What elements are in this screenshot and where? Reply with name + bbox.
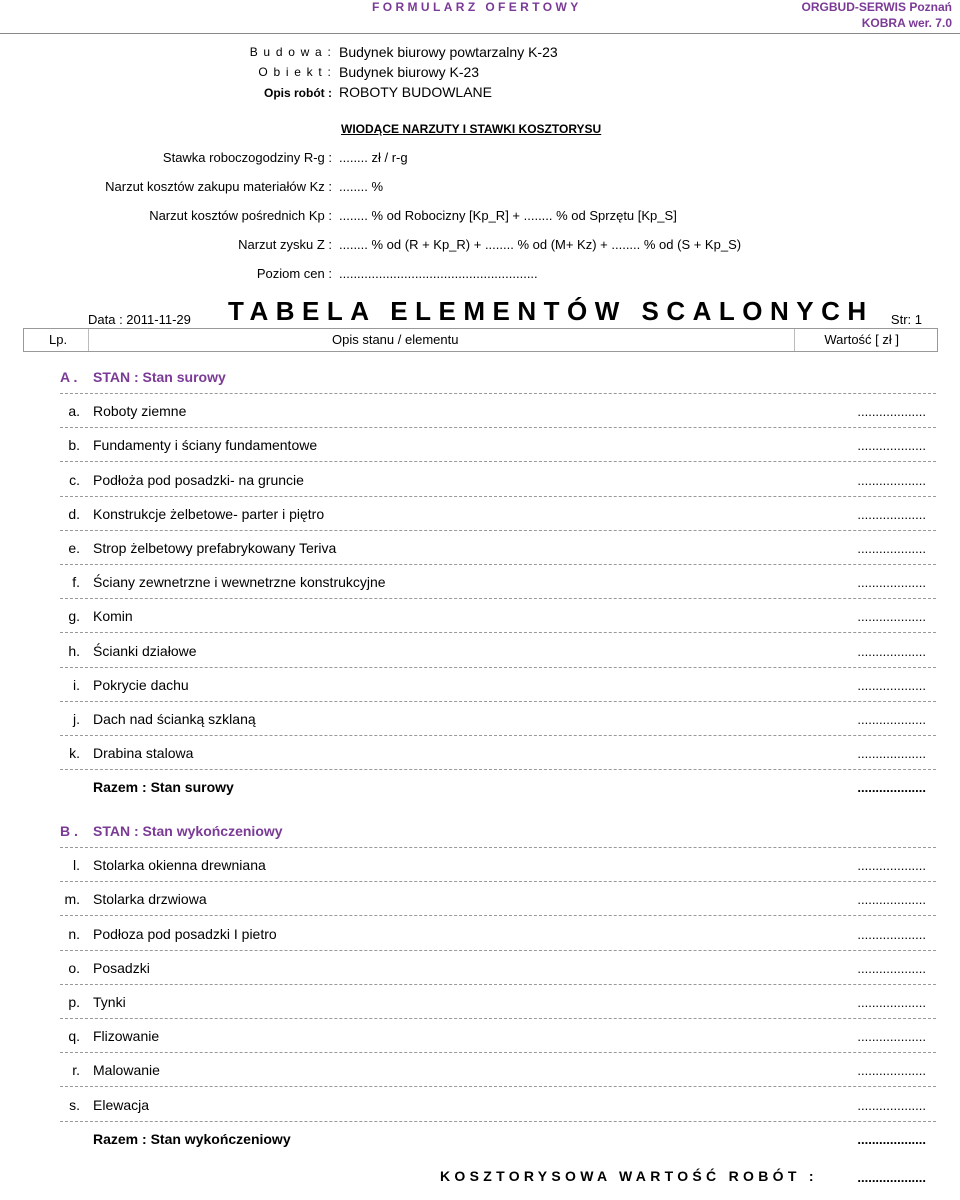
opis-label: Opis robót :	[264, 86, 332, 100]
table-date: Data : 2011-11-29	[88, 312, 191, 327]
row-divider	[60, 769, 936, 770]
row-value: ...................	[857, 746, 926, 762]
row-name: Pokrycie dachu	[93, 676, 189, 693]
row-value: ...................	[857, 438, 926, 454]
form-title: FORMULARZ OFERTOWY	[372, 0, 582, 14]
row-name: Podłoża pod posadzki- na gruncie	[93, 471, 304, 488]
grand-total-value: ...................	[857, 1170, 926, 1185]
company-name: ORGBUD-SERWIS Poznań	[801, 0, 952, 14]
group-total-value: ...................	[857, 780, 926, 796]
group-title: STAN : Stan wykończeniowy	[93, 823, 283, 839]
obiekt-value: Budynek biurowy K-23	[339, 64, 480, 80]
row-lp: e.	[68, 540, 80, 556]
row-name: Dach nad ścianką szklaną	[93, 711, 256, 727]
group-total-label: Razem : Stan surowy	[93, 779, 234, 796]
row-lp: r.	[72, 1062, 80, 1079]
row-divider	[60, 735, 936, 736]
kz-label: Narzut kosztów zakupu materiałów Kz :	[105, 179, 332, 194]
row-name: Tynki	[93, 994, 126, 1010]
row-value: ...................	[857, 472, 926, 488]
row-divider	[60, 881, 936, 882]
row-value: ...................	[857, 1097, 926, 1113]
row-name: Komin	[93, 608, 133, 625]
row-name: Malowanie	[93, 1062, 160, 1079]
rates-section-header: WIODĄCE NARZUTY I STAWKI KOSZTORYSU	[341, 122, 602, 136]
column-description: Opis stanu / elementu	[332, 332, 459, 347]
row-name: Konstrukcje żelbetowe- parter i piętro	[93, 505, 325, 522]
row-name: Strop żelbetowy prefabrykowany Teriva	[93, 540, 337, 556]
row-divider	[60, 1121, 936, 1122]
obiekt-label: O b i e k t :	[258, 65, 332, 79]
row-divider	[60, 564, 936, 565]
header-divider	[0, 33, 960, 34]
table-title: TABELA ELEMENTÓW SCALONYCH	[228, 296, 874, 326]
row-lp: k.	[69, 745, 80, 762]
kz-value: ........ %	[339, 179, 384, 194]
row-value: ...................	[857, 404, 926, 420]
row-divider	[60, 598, 936, 599]
row-name: Stolarka drzwiowa	[93, 891, 207, 908]
row-value: ...................	[857, 960, 926, 976]
column-lp: Lp.	[49, 332, 68, 347]
row-lp: d.	[68, 505, 80, 522]
row-value: ...................	[857, 995, 926, 1010]
row-value: ...................	[857, 541, 926, 556]
row-divider	[60, 1018, 936, 1019]
row-value: ...................	[857, 506, 926, 522]
row-name: Stolarka okienna drewniana	[93, 857, 266, 874]
row-divider	[60, 950, 936, 951]
row-lp: g.	[68, 608, 80, 625]
row-lp: m.	[64, 891, 80, 908]
group-total-label: Razem : Stan wykończeniowy	[93, 1130, 291, 1147]
row-lp: i.	[73, 676, 80, 693]
poziom-value: .......................................................	[339, 266, 538, 281]
row-lp: j.	[73, 711, 80, 727]
rg-value: ........ zł / r-g	[339, 150, 408, 165]
row-lp: c.	[69, 471, 80, 488]
row-value: ...................	[857, 712, 926, 727]
row-lp: f.	[72, 574, 80, 591]
table-column-header	[23, 328, 938, 352]
row-name: Posadzki	[93, 959, 150, 976]
row-divider	[60, 1086, 936, 1087]
z-label: Narzut zysku Z :	[238, 237, 332, 252]
row-divider	[60, 461, 936, 462]
group-total-value: ...................	[857, 1131, 926, 1147]
row-divider	[60, 393, 936, 394]
row-value: ...................	[857, 926, 926, 942]
row-name: Fundamenty i ściany fundamentowe	[93, 437, 318, 454]
row-name: Drabina stalowa	[93, 745, 194, 762]
row-lp: q.	[68, 1028, 80, 1045]
row-lp: n.	[68, 925, 80, 942]
group-letter: B .	[60, 823, 78, 839]
row-value: ...................	[857, 1029, 926, 1045]
software-version: KOBRA wer. 7.0	[861, 16, 952, 30]
row-divider	[60, 667, 936, 668]
row-value: ...................	[857, 575, 926, 591]
row-name: Ściany zewnetrzne i wewnetrzne konstrukcyjne	[93, 574, 386, 591]
row-divider	[60, 530, 936, 531]
row-lp: p.	[68, 994, 80, 1010]
row-lp: l.	[73, 857, 80, 874]
budowa-value: Budynek biurowy powtarzalny K-23	[339, 44, 558, 60]
kp-label: Narzut kosztów pośrednich Kp :	[149, 208, 332, 223]
column-divider	[88, 329, 89, 351]
row-name: Podłoza pod posadzki I pietro	[93, 925, 277, 942]
poziom-label: Poziom cen :	[256, 266, 332, 281]
row-value: ...................	[857, 1063, 926, 1079]
kp-value: ........ % od Robocizny [Kp_R] + ........ % od Sprzętu [Kp_S]	[339, 208, 677, 223]
opis-value: ROBOTY BUDOWLANE	[339, 84, 492, 100]
row-lp: a.	[68, 403, 80, 420]
row-name: Elewacja	[93, 1096, 150, 1113]
row-lp: o.	[68, 959, 80, 976]
row-value: ...................	[857, 892, 926, 908]
group-title: STAN : Stan surowy	[93, 369, 226, 385]
row-name: Ścianki działowe	[93, 642, 197, 659]
column-divider	[794, 329, 795, 351]
column-value: Wartość [ zł ]	[824, 332, 899, 347]
row-value: ...................	[857, 858, 926, 874]
row-divider	[60, 496, 936, 497]
row-divider	[60, 427, 936, 428]
row-divider	[60, 701, 936, 702]
row-divider	[60, 847, 936, 848]
z-value: ........ % od (R + Kp_R) + ........ % od (M+ Kz) + ........ % od (S + Kp_S)	[339, 237, 742, 252]
row-divider	[60, 915, 936, 916]
page-number: Str: 1	[890, 312, 922, 327]
row-lp: b.	[68, 437, 80, 454]
row-lp: s.	[69, 1096, 80, 1113]
row-name: Roboty ziemne	[93, 403, 187, 420]
row-value: ...................	[857, 677, 926, 693]
budowa-label: B u d o w a :	[249, 45, 332, 59]
group-letter: A .	[60, 369, 78, 385]
row-value: ...................	[857, 643, 926, 659]
rg-label: Stawka roboczogodziny R-g :	[162, 150, 332, 165]
grand-total-label: KOSZTORYSOWA WARTOŚĆ ROBÓT :	[440, 1168, 818, 1184]
row-name: Flizowanie	[93, 1028, 160, 1045]
row-divider	[60, 632, 936, 633]
row-value: ...................	[857, 609, 926, 625]
row-lp: h.	[68, 642, 80, 659]
row-divider	[60, 984, 936, 985]
row-divider	[60, 1052, 936, 1053]
